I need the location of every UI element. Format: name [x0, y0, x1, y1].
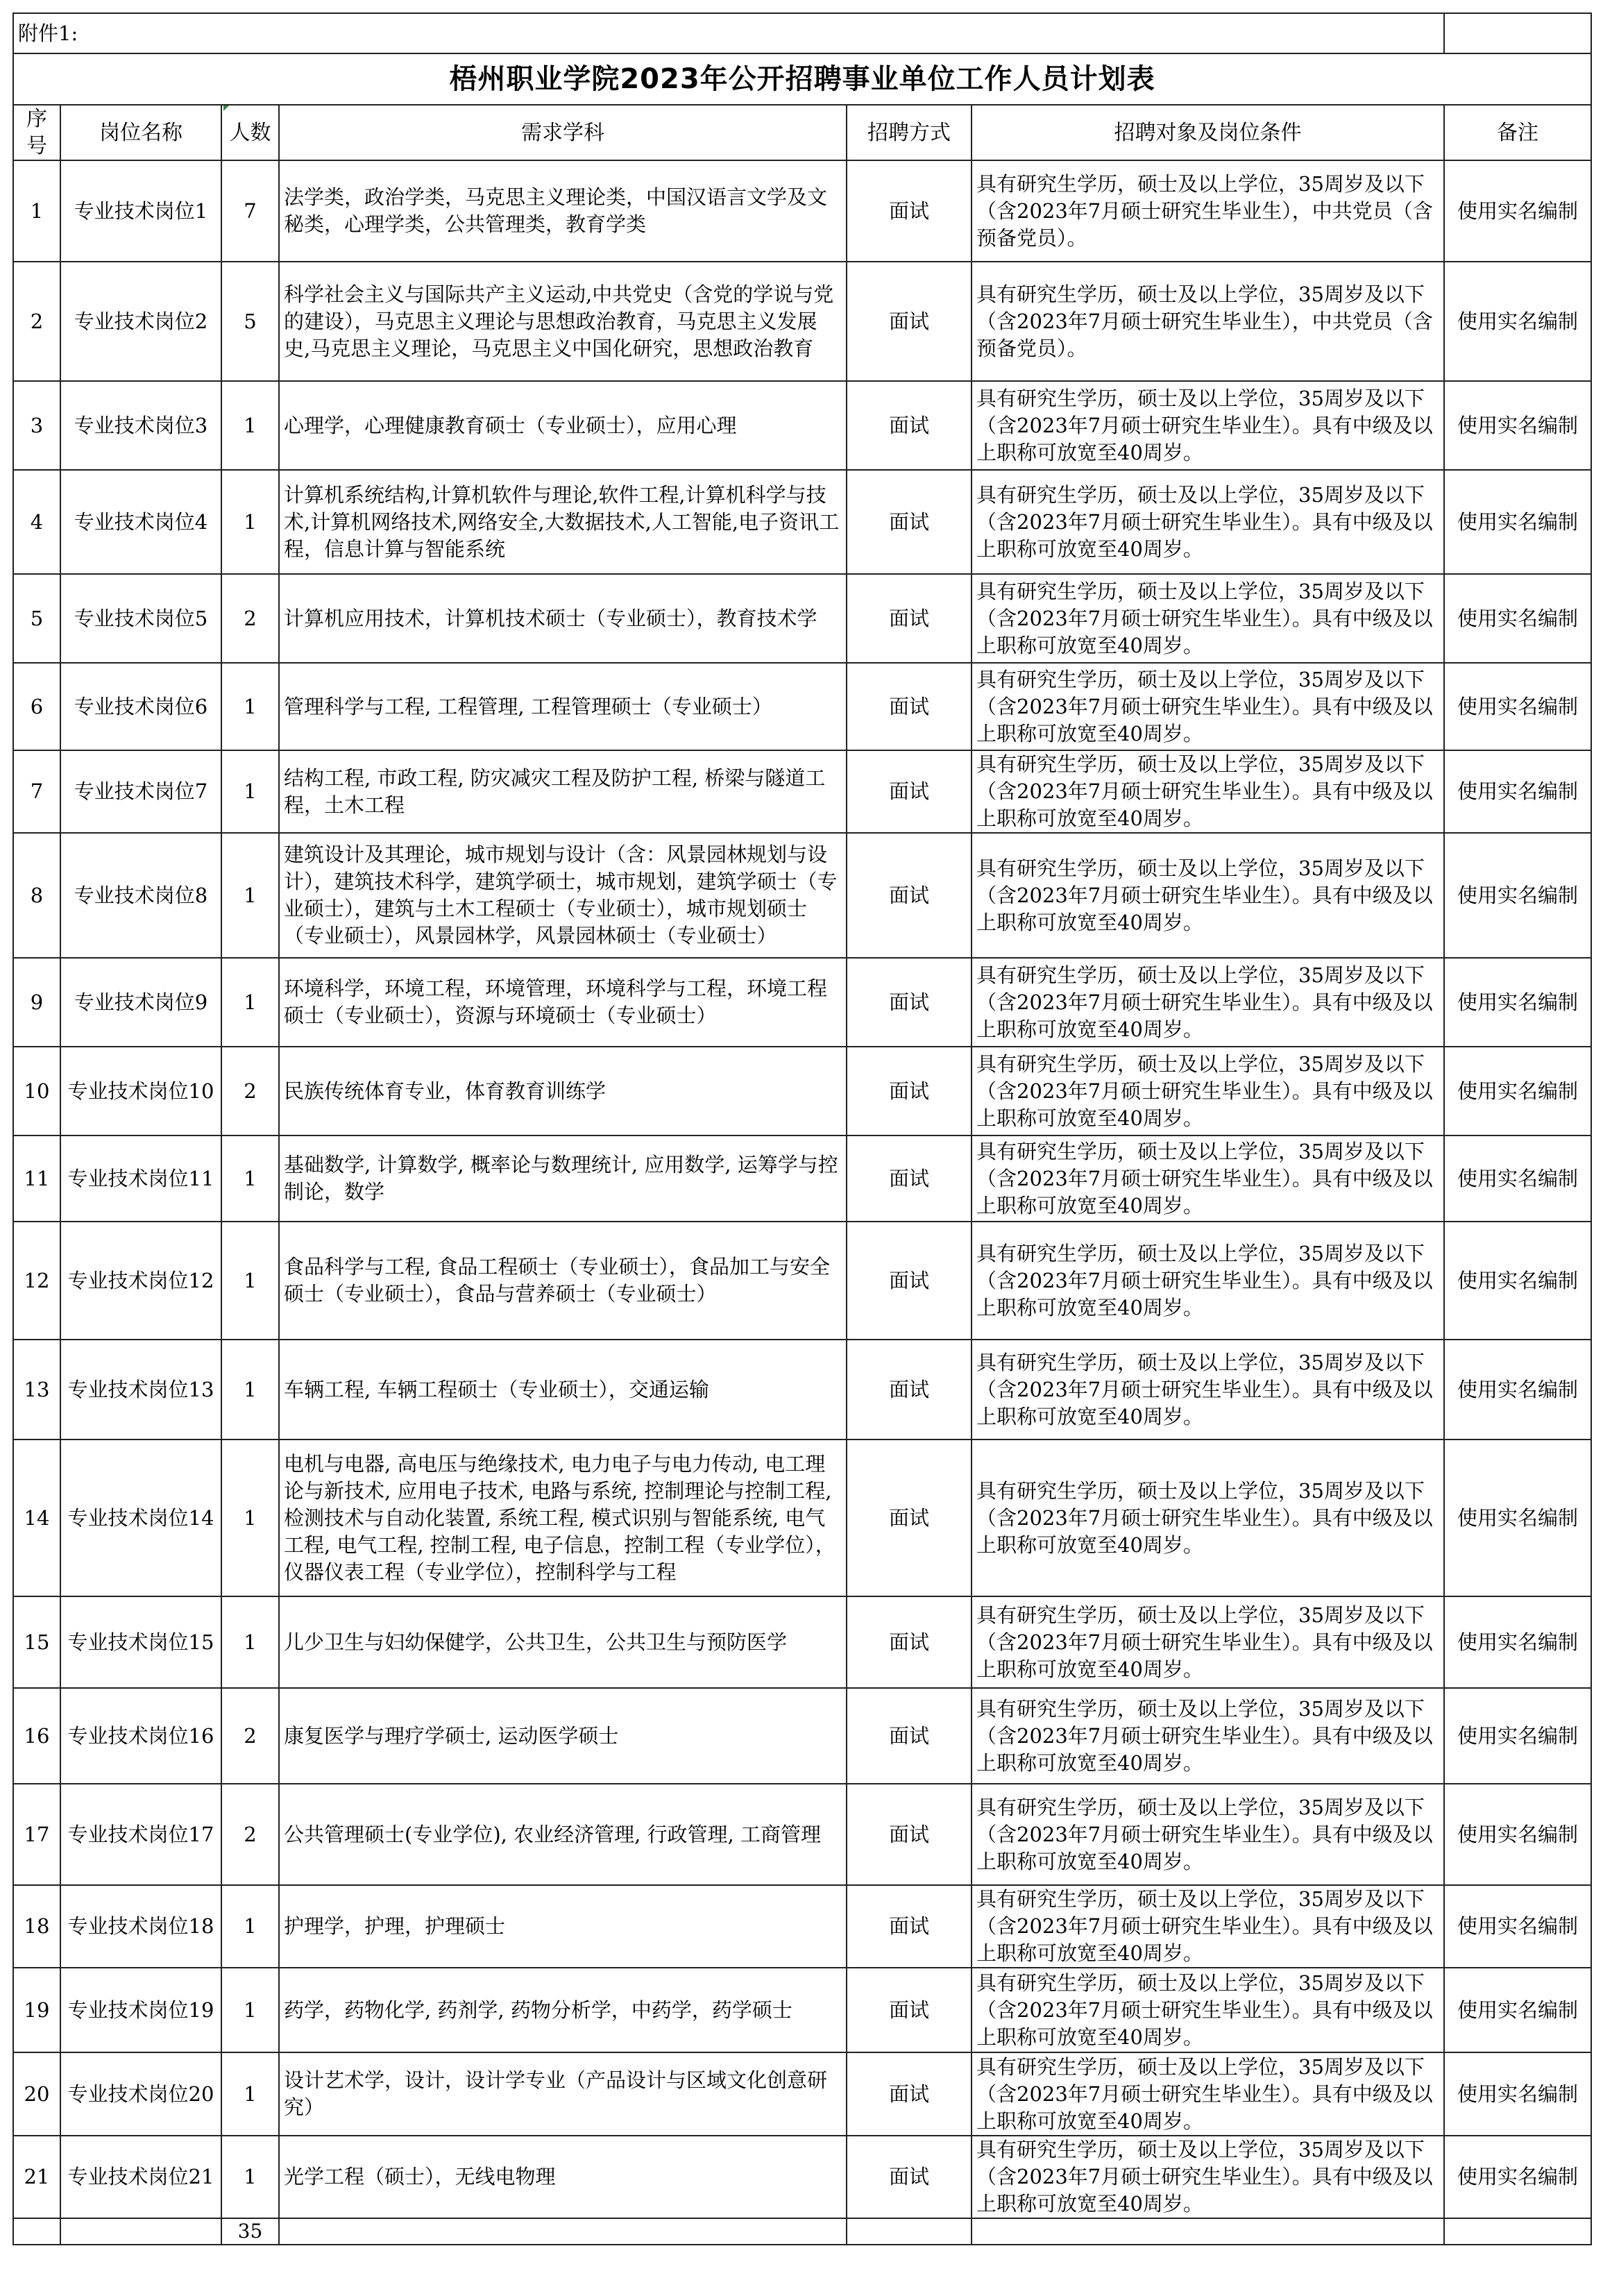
table-row: [13, 381, 1591, 470]
table-row: [13, 1047, 1591, 1136]
row-method: 面试: [847, 160, 972, 262]
row-subjects: 法学类，政治学类，马克思主义理论类，中国汉语言文学及文秘类，心理学类，公共管理类，教育学类: [279, 160, 847, 262]
row-conditions: 具有研究生学历，硕士及以上学位，35周岁及以下（含2023年7月硕士研究生毕业生）。具有中级及以上职称可放宽至40周岁。: [972, 833, 1444, 958]
row-conditions: 具有研究生学历，硕士及以上学位，35周岁及以下（含2023年7月硕士研究生毕业生）。具有中级及以上职称可放宽至40周岁。: [972, 381, 1444, 470]
row-subjects: 建筑设计及其理论，城市规划与设计（含：风景园林规划与设计），建筑技术科学，建筑学硕士，城市规划，建筑学硕士（专业硕士），建筑与土木工程硕士（专业硕士），城市规划硕士（专业硕士），风景园林学，风景园林硕士（专业硕士）: [279, 833, 847, 958]
row-headcount: 7: [221, 160, 279, 262]
row-number: 9: [13, 958, 60, 1047]
row-method: 面试: [847, 2136, 972, 2218]
row-number: 3: [13, 381, 60, 470]
row-conditions: 具有研究生学历，硕士及以上学位，35周岁及以下（含2023年7月硕士研究生毕业生）。具有中级及以上职称可放宽至40周岁。: [972, 1222, 1444, 1340]
row-subjects: 计算机应用技术，计算机技术硕士（专业硕士），教育技术学: [279, 574, 847, 663]
table-row: [13, 663, 1591, 750]
table-row: [13, 833, 1591, 958]
row-number: 8: [13, 833, 60, 958]
row-post-name: 专业技术岗位7: [60, 750, 221, 833]
row-post-name: 专业技术岗位15: [60, 1596, 221, 1688]
row-conditions: 具有研究生学历，硕士及以上学位，35周岁及以下（含2023年7月硕士研究生毕业生）。具有中级及以上职称可放宽至40周岁。: [972, 1688, 1444, 1784]
row-subjects: 计算机系统结构,计算机软件与理论,软件工程,计算机科学与技术,计算机网络技术,网络安全,大数据技术,人工智能,电子资讯工程，信息计算与智能系统: [279, 470, 847, 574]
row-conditions: 具有研究生学历，硕士及以上学位，35周岁及以下（含2023年7月硕士研究生毕业生）。具有中级及以上职称可放宽至40周岁。: [972, 1440, 1444, 1596]
col-header-conditions: 招聘对象及岗位条件: [972, 105, 1444, 160]
row-number: 14: [13, 1440, 60, 1596]
row-conditions: 具有研究生学历，硕士及以上学位，35周岁及以下（含2023年7月硕士研究生毕业生），中共党员（含预备党员）。: [972, 262, 1444, 381]
row-method: 面试: [847, 1688, 972, 1784]
row-remark: 使用实名编制: [1444, 833, 1591, 958]
row-post-name: 专业技术岗位1: [60, 160, 221, 262]
row-number: 1: [13, 160, 60, 262]
row-remark: 使用实名编制: [1444, 1136, 1591, 1222]
row-subjects: 公共管理硕士(专业学位), 农业经济管理, 行政管理, 工商管理: [279, 1784, 847, 1885]
row-headcount: 2: [221, 1047, 279, 1136]
row-post-name: 专业技术岗位8: [60, 833, 221, 958]
title-row: [13, 53, 1591, 105]
row-remark: 使用实名编制: [1444, 262, 1591, 381]
row-headcount: 1: [221, 2052, 279, 2136]
row-subjects: 结构工程, 市政工程, 防灾减灾工程及防护工程, 桥梁与隧道工程，土木工程: [279, 750, 847, 833]
row-post-name: 专业技术岗位14: [60, 1440, 221, 1596]
row-remark: 使用实名编制: [1444, 1340, 1591, 1440]
empty-cell: [279, 2218, 847, 2245]
col-header-subjects: 需求学科: [279, 105, 847, 160]
row-post-name: 专业技术岗位18: [60, 1885, 221, 1968]
empty-cell: [972, 2218, 1444, 2245]
row-headcount: 1: [221, 470, 279, 574]
row-post-name: 专业技术岗位21: [60, 2136, 221, 2218]
row-headcount: 1: [221, 1596, 279, 1688]
table-row: [13, 160, 1591, 262]
empty-cell: [1444, 2218, 1591, 2245]
row-method: 面试: [847, 1596, 972, 1688]
row-method: 面试: [847, 470, 972, 574]
attachment-row: [13, 13, 1591, 53]
row-post-name: 专业技术岗位13: [60, 1340, 221, 1440]
row-subjects: 科学社会主义与国际共产主义运动,中共党史（含党的学说与党的建设），马克思主义理论与思想政治教育，马克思主义发展史,马克思主义理论，马克思主义中国化研究，思想政治教育: [279, 262, 847, 381]
row-method: 面试: [847, 1885, 972, 1968]
table-row: [13, 2136, 1591, 2218]
col-header-no: 序号: [13, 105, 60, 160]
table-row: [13, 1136, 1591, 1222]
recruitment-plan-table: [12, 12, 1592, 2245]
row-subjects: 设计艺术学，设计，设计学专业（产品设计与区域文化创意研究）: [279, 2052, 847, 2136]
row-conditions: 具有研究生学历，硕士及以上学位，35周岁及以下（含2023年7月硕士研究生毕业生）。具有中级及以上职称可放宽至40周岁。: [972, 750, 1444, 833]
row-post-name: 专业技术岗位5: [60, 574, 221, 663]
row-remark: 使用实名编制: [1444, 1784, 1591, 1885]
row-subjects: 食品科学与工程, 食品工程硕士（专业硕士），食品加工与安全硕士（专业硕士），食品与营养硕士（专业硕士）: [279, 1222, 847, 1340]
row-conditions: 具有研究生学历，硕士及以上学位，35周岁及以下（含2023年7月硕士研究生毕业生）。具有中级及以上职称可放宽至40周岁。: [972, 2052, 1444, 2136]
row-headcount: 1: [221, 1968, 279, 2052]
row-post-name: 专业技术岗位20: [60, 2052, 221, 2136]
row-remark: 使用实名编制: [1444, 470, 1591, 574]
row-remark: 使用实名编制: [1444, 1222, 1591, 1340]
total-count: 35: [221, 2218, 279, 2245]
row-method: 面试: [847, 1222, 972, 1340]
row-subjects: 电机与电器, 高电压与绝缘技术, 电力电子与电力传动, 电工理论与新技术, 应用电子技术, 电路与系统, 控制理论与控制工程, 检测技术与自动化装置, 系统工程, 模式识别与智能系统, 电气工程, 电气工程, 控制工程, 电子信息，控制工程（专业学位），仪器仪表工程（专业学位），控制科学与工程: [279, 1440, 847, 1596]
row-remark: 使用实名编制: [1444, 1885, 1591, 1968]
row-post-name: 专业技术岗位4: [60, 470, 221, 574]
empty-cell: [1444, 13, 1591, 53]
row-subjects: 康复医学与理疗学硕士, 运动医学硕士: [279, 1688, 847, 1784]
row-remark: 使用实名编制: [1444, 2052, 1591, 2136]
empty-cell: [13, 2218, 60, 2245]
row-number: 20: [13, 2052, 60, 2136]
row-conditions: 具有研究生学历，硕士及以上学位，35周岁及以下（含2023年7月硕士研究生毕业生），中共党员（含预备党员）。: [972, 160, 1444, 262]
row-headcount: 1: [221, 1136, 279, 1222]
row-number: 16: [13, 1688, 60, 1784]
table-row: [13, 1688, 1591, 1784]
row-method: 面试: [847, 1784, 972, 1885]
row-headcount: 2: [221, 1784, 279, 1885]
row-number: 6: [13, 663, 60, 750]
row-headcount: 1: [221, 1222, 279, 1340]
table-row: [13, 1885, 1591, 1968]
row-subjects: 心理学，心理健康教育硕士（专业硕士），应用心理: [279, 381, 847, 470]
row-headcount: 1: [221, 1440, 279, 1596]
table-row: [13, 1968, 1591, 2052]
table-row: [13, 574, 1591, 663]
row-remark: 使用实名编制: [1444, 381, 1591, 470]
row-post-name: 专业技术岗位17: [60, 1784, 221, 1885]
header-row: [13, 105, 1591, 160]
row-subjects: 护理学，护理，护理硕士: [279, 1885, 847, 1968]
row-remark: 使用实名编制: [1444, 958, 1591, 1047]
row-method: 面试: [847, 574, 972, 663]
row-conditions: 具有研究生学历，硕士及以上学位，35周岁及以下（含2023年7月硕士研究生毕业生）。具有中级及以上职称可放宽至40周岁。: [972, 1596, 1444, 1688]
row-conditions: 具有研究生学历，硕士及以上学位，35周岁及以下（含2023年7月硕士研究生毕业生）。具有中级及以上职称可放宽至40周岁。: [972, 1136, 1444, 1222]
row-remark: 使用实名编制: [1444, 160, 1591, 262]
row-headcount: 1: [221, 2136, 279, 2218]
row-number: 15: [13, 1596, 60, 1688]
row-headcount: 5: [221, 262, 279, 381]
row-post-name: 专业技术岗位2: [60, 262, 221, 381]
row-post-name: 专业技术岗位6: [60, 663, 221, 750]
row-conditions: 具有研究生学历，硕士及以上学位，35周岁及以下（含2023年7月硕士研究生毕业生）。具有中级及以上职称可放宽至40周岁。: [972, 1784, 1444, 1885]
col-header-count: 人数: [221, 105, 279, 160]
row-conditions: 具有研究生学历，硕士及以上学位，35周岁及以下（含2023年7月硕士研究生毕业生）。具有中级及以上职称可放宽至40周岁。: [972, 574, 1444, 663]
row-headcount: 1: [221, 381, 279, 470]
row-number: 11: [13, 1136, 60, 1222]
row-subjects: 民族传统体育专业，体育教育训练学: [279, 1047, 847, 1136]
row-post-name: 专业技术岗位19: [60, 1968, 221, 2052]
row-subjects: 儿少卫生与妇幼保健学，公共卫生，公共卫生与预防医学: [279, 1596, 847, 1688]
table-row: [13, 2052, 1591, 2136]
row-headcount: 1: [221, 750, 279, 833]
row-headcount: 2: [221, 1688, 279, 1784]
row-method: 面试: [847, 833, 972, 958]
row-method: 面试: [847, 958, 972, 1047]
row-subjects: 管理科学与工程, 工程管理, 工程管理硕士（专业硕士）: [279, 663, 847, 750]
table-row: [13, 1222, 1591, 1340]
row-method: 面试: [847, 1136, 972, 1222]
row-post-name: 专业技术岗位16: [60, 1688, 221, 1784]
row-post-name: 专业技术岗位3: [60, 381, 221, 470]
row-remark: 使用实名编制: [1444, 1440, 1591, 1596]
row-number: 5: [13, 574, 60, 663]
row-method: 面试: [847, 750, 972, 833]
table-row: [13, 958, 1591, 1047]
row-conditions: 具有研究生学历，硕士及以上学位，35周岁及以下（含2023年7月硕士研究生毕业生）。具有中级及以上职称可放宽至40周岁。: [972, 1885, 1444, 1968]
table-row: [13, 470, 1591, 574]
row-method: 面试: [847, 1440, 972, 1596]
row-subjects: 光学工程（硕士），无线电物理: [279, 2136, 847, 2218]
row-number: 12: [13, 1222, 60, 1340]
empty-cell: [847, 2218, 972, 2245]
plan-sheet: [12, 12, 1591, 2245]
row-method: 面试: [847, 1047, 972, 1136]
row-conditions: 具有研究生学历，硕士及以上学位，35周岁及以下（含2023年7月硕士研究生毕业生）。具有中级及以上职称可放宽至40周岁。: [972, 958, 1444, 1047]
empty-cell: [60, 2218, 221, 2245]
row-conditions: 具有研究生学历，硕士及以上学位，35周岁及以下（含2023年7月硕士研究生毕业生）。具有中级及以上职称可放宽至40周岁。: [972, 1047, 1444, 1136]
table-row: [13, 262, 1591, 381]
table-row: [13, 1440, 1591, 1596]
row-number: 19: [13, 1968, 60, 2052]
total-row: [13, 2218, 1591, 2245]
row-number: 18: [13, 1885, 60, 1968]
row-method: 面试: [847, 381, 972, 470]
col-header-method: 招聘方式: [847, 105, 972, 160]
attachment-label: 附件1:: [13, 13, 1444, 53]
col-header-post: 岗位名称: [60, 105, 221, 160]
row-remark: 使用实名编制: [1444, 1688, 1591, 1784]
row-remark: 使用实名编制: [1444, 1968, 1591, 2052]
row-remark: 使用实名编制: [1444, 663, 1591, 750]
row-headcount: 1: [221, 833, 279, 958]
table-row: [13, 1596, 1591, 1688]
row-number: 7: [13, 750, 60, 833]
row-subjects: 车辆工程, 车辆工程硕士（专业硕士），交通运输: [279, 1340, 847, 1440]
row-number: 13: [13, 1340, 60, 1440]
row-remark: 使用实名编制: [1444, 2136, 1591, 2218]
row-post-name: 专业技术岗位9: [60, 958, 221, 1047]
row-headcount: 1: [221, 663, 279, 750]
row-conditions: 具有研究生学历，硕士及以上学位，35周岁及以下（含2023年7月硕士研究生毕业生）。具有中级及以上职称可放宽至40周岁。: [972, 663, 1444, 750]
row-conditions: 具有研究生学历，硕士及以上学位，35周岁及以下（含2023年7月硕士研究生毕业生）。具有中级及以上职称可放宽至40周岁。: [972, 1340, 1444, 1440]
table-row: [13, 1784, 1591, 1885]
row-conditions: 具有研究生学历，硕士及以上学位，35周岁及以下（含2023年7月硕士研究生毕业生）。具有中级及以上职称可放宽至40周岁。: [972, 470, 1444, 574]
row-remark: 使用实名编制: [1444, 1596, 1591, 1688]
row-number: 2: [13, 262, 60, 381]
row-subjects: 基础数学, 计算数学, 概率论与数理统计, 应用数学, 运筹学与控制论，数学: [279, 1136, 847, 1222]
row-method: 面试: [847, 1968, 972, 2052]
row-number: 17: [13, 1784, 60, 1885]
row-headcount: 1: [221, 1340, 279, 1440]
row-conditions: 具有研究生学历，硕士及以上学位，35周岁及以下（含2023年7月硕士研究生毕业生）。具有中级及以上职称可放宽至40周岁。: [972, 1968, 1444, 2052]
row-method: 面试: [847, 1340, 972, 1440]
row-headcount: 1: [221, 958, 279, 1047]
row-remark: 使用实名编制: [1444, 750, 1591, 833]
row-subjects: 药学，药物化学, 药剂学, 药物分析学，中药学，药学硕士: [279, 1968, 847, 2052]
row-subjects: 环境科学，环境工程，环境管理，环境科学与工程，环境工程硕士（专业硕士），资源与环境硕士（专业硕士）: [279, 958, 847, 1047]
row-number: 21: [13, 2136, 60, 2218]
row-post-name: 专业技术岗位11: [60, 1136, 221, 1222]
col-header-remark: 备注: [1444, 105, 1591, 160]
row-remark: 使用实名编制: [1444, 574, 1591, 663]
row-number: 4: [13, 470, 60, 574]
row-method: 面试: [847, 2052, 972, 2136]
row-post-name: 专业技术岗位12: [60, 1222, 221, 1340]
row-method: 面试: [847, 663, 972, 750]
row-method: 面试: [847, 262, 972, 381]
row-remark: 使用实名编制: [1444, 1047, 1591, 1136]
row-conditions: 具有研究生学历，硕士及以上学位，35周岁及以下（含2023年7月硕士研究生毕业生）。具有中级及以上职称可放宽至40周岁。: [972, 2136, 1444, 2218]
row-headcount: 1: [221, 1885, 279, 1968]
table-title: 梧州职业学院2023年公开招聘事业单位工作人员计划表: [13, 53, 1591, 105]
row-number: 10: [13, 1047, 60, 1136]
table-row: [13, 750, 1591, 833]
row-headcount: 2: [221, 574, 279, 663]
row-post-name: 专业技术岗位10: [60, 1047, 221, 1136]
table-row: [13, 1340, 1591, 1440]
